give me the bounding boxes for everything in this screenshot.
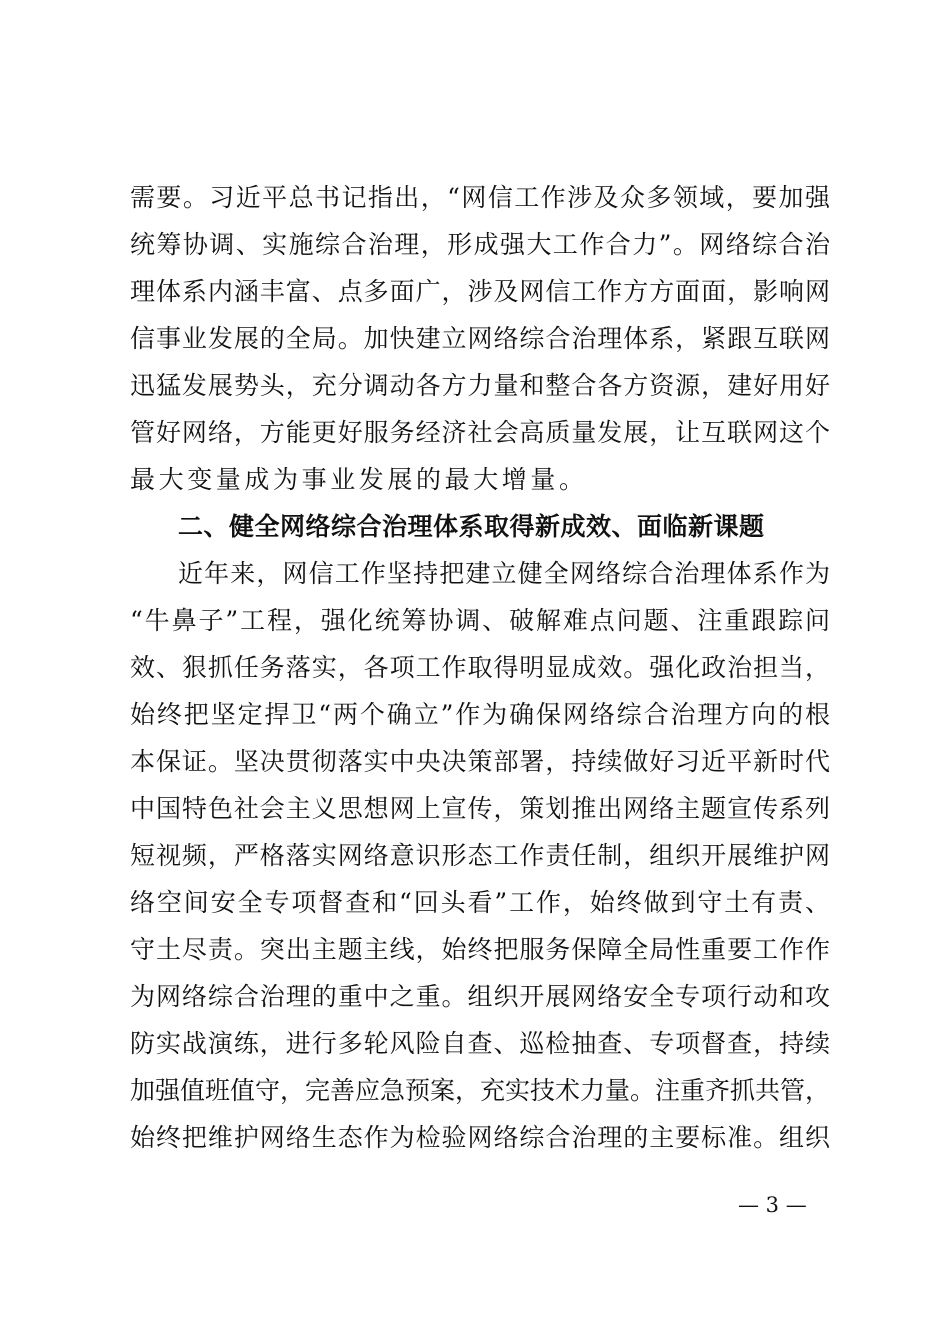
paragraph-line: 始终把维护网络生态作为检验网络综合治理的主要标准。组织	[130, 1123, 830, 1152]
paragraph-line: 最大变量成为事业发展的最大增量。	[130, 465, 588, 494]
paragraph-line: 效、狠抓任务落实，各项工作取得明显成效。强化政治担当，	[130, 653, 830, 682]
paragraph-line: 络空间安全专项督查和“回头看”工作，始终做到守土有责、	[130, 888, 830, 917]
paragraph-line: 信事业发展的全局。加快建立网络综合治理体系，紧跟互联网	[130, 324, 830, 353]
paragraph-line: 始终把坚定捍卫“两个确立”作为确保网络综合治理方向的根	[130, 700, 830, 729]
paragraph-line: 需要。习近平总书记指出，“网信工作涉及众多领域，要加强	[130, 183, 830, 212]
paragraph-line: 为网络综合治理的重中之重。组织开展网络安全专项行动和攻	[130, 982, 830, 1011]
paragraph-line: 短视频，严格落实网络意识形态工作责任制，组织开展维护网	[130, 841, 830, 870]
paragraph-line: 统筹协调、实施综合治理，形成强大工作合力”。网络综合治	[130, 230, 830, 259]
paragraph-line: 近年来，网信工作坚持把建立健全网络综合治理体系作为	[178, 559, 830, 588]
section-heading: 二、健全网络综合治理体系取得新成效、面临新课题	[178, 512, 765, 541]
paragraph-line: 中国特色社会主义思想网上宣传，策划推出网络主题宣传系列	[130, 794, 830, 823]
paragraph-line: 防实战演练，进行多轮风险自查、巡检抽查、专项督查，持续	[130, 1029, 830, 1058]
paragraph-line: 加强值班值守，完善应急预案，充实技术力量。注重齐抓共管，	[130, 1076, 831, 1105]
page-number: — 3 —	[738, 1193, 807, 1217]
paragraph-line: 迅猛发展势头，充分调动各方力量和整合各方资源，建好用好	[130, 371, 830, 400]
paragraph-line: “牛鼻子”工程，强化统筹协调、破解难点问题、注重跟踪问	[130, 606, 830, 635]
paragraph-line: 理体系内涵丰富、点多面广，涉及网信工作方方面面，影响网	[130, 277, 830, 306]
paragraph-line: 本保证。坚决贯彻落实中央决策部署，持续做好习近平新时代	[130, 747, 830, 776]
paragraph-line: 管好网络，方能更好服务经济社会高质量发展，让互联网这个	[130, 418, 830, 447]
paragraph-line: 守土尽责。突出主题主线，始终把服务保障全局性重要工作作	[130, 935, 830, 964]
